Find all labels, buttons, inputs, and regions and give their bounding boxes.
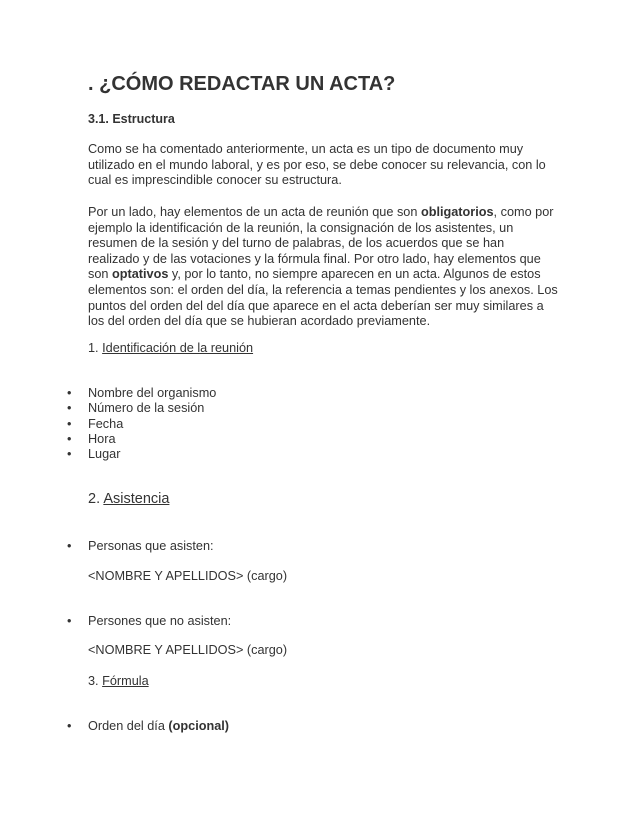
elements-paragraph	[88, 205, 558, 330]
bullet-icon: •	[67, 386, 72, 400]
list-item	[0, 447, 216, 462]
section-number: 3.	[88, 674, 103, 688]
section-heading-identificacion	[88, 341, 253, 355]
section-number: 1.	[88, 341, 103, 355]
paragraph-text: , como por ejemplo la identificación de la reunión, la consignación de los asistentes, un resumen de la sesión y del turno de palabras, de los acuerdos que se han realizado y de las votaciones y la fórmula final. Por otro lado, hay elementos que son	[88, 205, 554, 282]
bullet-icon: •	[67, 447, 72, 462]
agenda-label: Orden del día	[88, 719, 169, 733]
list-item	[0, 386, 216, 401]
bullet-icon: •	[67, 401, 72, 416]
bold-term-optativos: optativos	[111, 267, 169, 282]
bullet-icon: •	[67, 719, 72, 733]
bold-term-obligatorios: obligatorios	[420, 205, 494, 219]
section-number: 2.	[88, 491, 104, 507]
list-item-text: Nombre del organismo	[88, 386, 217, 400]
bullet-icon: •	[67, 416, 72, 431]
list-item	[0, 401, 216, 416]
list-item-text: Lugar	[88, 447, 121, 462]
section-heading-asistencia	[88, 491, 169, 507]
list-item	[0, 432, 216, 447]
section-link-formula[interactable]: Fórmula	[102, 674, 149, 688]
identification-list	[0, 386, 216, 462]
bullet-icon: •	[67, 431, 72, 446]
bullet-icon: •	[67, 614, 72, 628]
absentees-entry: <NOMBRE Y APELLIDOS> (cargo)	[88, 643, 288, 657]
agenda-item	[88, 719, 229, 733]
list-item-text: Hora	[88, 431, 116, 446]
intro-paragraph: Como se ha comentado anteriormente, un acta es un tipo de documento muy utilizado en el mundo laboral, y es por eso, se debe conocer su relevancia, con lo cual es imprescindible conocer su estructura.	[88, 142, 546, 188]
bullet-icon: •	[67, 539, 72, 553]
absentees-label: Persones que no asisten:	[88, 614, 232, 628]
paragraph-text: y, por lo tanto, no siempre aparecen en un acta. Algunos de estos elementos son: el orden del día, la referencia a temas pendientes y los anexos. Los puntos del orden del del día que aparece en el acta deberían ser muy similares a los del orden del día que se hubieran acordado previamente.	[88, 267, 558, 329]
list-item-text: Número de la sesión	[88, 401, 205, 416]
list-item	[0, 417, 216, 432]
section-heading-formula	[88, 674, 149, 688]
attendees-entry: <NOMBRE Y APELLIDOS> (cargo)	[88, 569, 288, 583]
list-item-text: Fecha	[88, 416, 124, 431]
section-link-identificacion[interactable]: Identificación de la reunión	[102, 341, 254, 355]
document-title: . ¿CÓMO REDACTAR UN ACTA?	[88, 73, 396, 95]
paragraph-text: Por un lado, hay elementos de un acta de reunión que son	[88, 205, 421, 219]
agenda-optional-note: (opcional)	[168, 719, 230, 733]
attendees-label: Personas que asisten:	[88, 539, 214, 553]
section-link-asistencia[interactable]: Asistencia	[103, 491, 170, 507]
section-subtitle: 3.1. Estructura	[88, 112, 175, 126]
